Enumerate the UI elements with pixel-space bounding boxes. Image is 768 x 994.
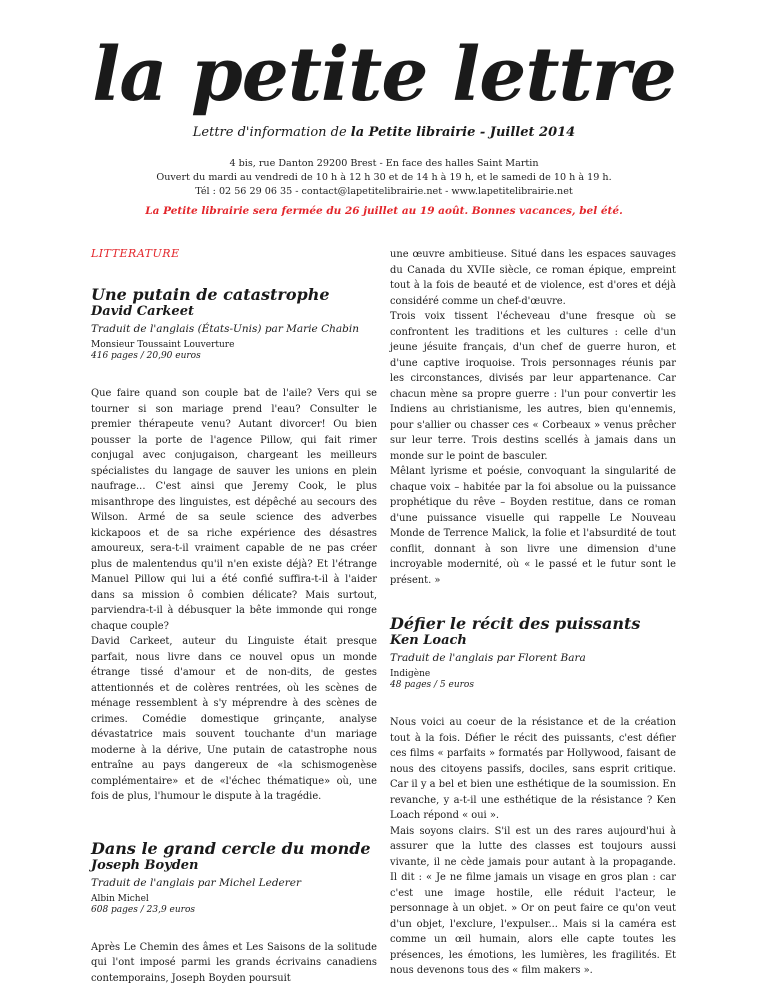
- book-review: [91, 940, 377, 987]
- review-paragraph: David Carkeet, auteur du Linguiste était presque parfait, nous livre dans ce nouvel opus un monde étrange tissé d'amour et de non-dits, de gestes attentionnés et de colères rentrées, où les scènes de ménage ressemblent à s'y méprendre à des scènes de crimes. Comédie domestique grinçante, analyse dévastatrice mais souvent touchante d'un mariage moderne à la dérive, Une putain de catastrophe nous entraîne au pays dangereux de «la schismogenèse complémentaire» et de «l'échec thématique» où, une fois de plus, l'humour le dispute à la tragédie.: [91, 636, 377, 802]
- book-price: 608 pages / 23,9 euros: [91, 904, 195, 915]
- opening-hours: Ouvert du mardi au vendredi de 10 h à 12 h 30 et de 14 h à 19 h, et le samedi de 10 h à 19 h.: [156, 172, 612, 183]
- book-author: Joseph Boyden: [91, 857, 199, 873]
- review-paragraph: Nous voici au coeur de la résistance et de la création tout à la fois. Défier le récit des puissants, c'est défier ces films « parfaits » formatés par Hollywood, faisant de nous des citoyens passifs, dociles, sans esprit critique. Car il y a bel et bien une esthétique de la soumission. En revanche, y a-t-il une esthétique de la résistance ? Ken Loach répond « oui ».: [390, 717, 676, 821]
- book-translation: Traduit de l'anglais par Michel Lederer: [91, 876, 302, 889]
- book-entry: [91, 839, 377, 916]
- book-review: [390, 715, 676, 979]
- book-translation: Traduit de l'anglais par Florent Bara: [390, 652, 586, 664]
- right-column: [390, 247, 676, 979]
- book-author: Ken Loach: [390, 633, 467, 648]
- subtitle-prefix: Lettre d'information de: [192, 125, 351, 140]
- book-title: Défier le récit des puissants: [390, 614, 641, 633]
- newsletter-subtitle: [0, 125, 768, 141]
- book-review: [91, 386, 377, 805]
- review-paragraph: une œuvre ambitieuse. Situé dans les espaces sauvages du Canada du XVIIe siècle, ce roman épique, empreint tout à la fois de beauté et de violence, est d'ores et déjà considéré comme un chef-d'œuvre.: [390, 249, 676, 307]
- book-publisher: Albin Michel: [91, 893, 149, 904]
- book-author: David Carkeet: [91, 304, 194, 319]
- book-price: 416 pages / 20,90 euros: [91, 351, 201, 361]
- contact-line: Tél : 02 56 29 06 35 - contact@lapetitelibrairie.net - www.lapetitelibrairie.net: [195, 186, 573, 197]
- masthead-logo: la petite lettre: [92, 32, 676, 118]
- review-paragraph: Mêlant lyrisme et poésie, convoquant la singularité de chaque voix – habitée par la foi absolue ou la puissance prophétique du rêve – Boyden restitue, dans ce roman d'une puissance visuelle qui rappelle Le Nouveau Monde de Terrence Malick, la folie et l'absurdité de tout conflit, donnant à son livre une dimension d'une incroyable modernité, où « le passé et le futur sont le présent. »: [390, 466, 676, 586]
- subtitle-bookshop: la Petite librairie - Juillet 2014: [350, 125, 576, 140]
- book-entry: [91, 285, 377, 362]
- book-review-continuation: [390, 247, 676, 588]
- book-title: Une putain de catastrophe: [91, 285, 330, 304]
- review-paragraph: Après Le Chemin des âmes et Les Saisons de la solitude qui l'ont imposé parmi les grands écrivains canadiens contemporains, Joseph Boyden poursuit: [91, 941, 377, 984]
- book-publisher: Monsieur Toussaint Louverture: [91, 340, 235, 350]
- review-paragraph: Trois voix tissent l'écheveau d'une fresque où se confrontent les traditions et les cultures : celle d'un jeune jésuite français, d'un chef de guerre huron, et d'une captive iroquoise. Trois personnages réunis par les circonstances, divisés par leur appartenance. Car chacun mène sa propre guerre : l'un pour convertir les Indiens au christianisme, les autres, bien qu'ennemis, pour s'allier ou chasser ces « Corbeaux » venus prêcher sur leur terre. Trois destins scellés à jamais dans un monde sur le point de basculer.: [390, 311, 676, 462]
- section-label: LITTERATURE: [91, 247, 180, 260]
- book-translation: Traduit de l'anglais (États-Unis) par Marie Chabin: [91, 323, 360, 335]
- closure-notice: La Petite librairie sera fermée du 26 juillet au 19 août. Bonnes vacances, bel été.: [145, 205, 623, 217]
- book-title: Dans le grand cercle du monde: [91, 838, 371, 858]
- left-column: [91, 247, 377, 986]
- book-price: 48 pages / 5 euros: [390, 680, 474, 690]
- book-publisher: Indigène: [390, 669, 431, 679]
- contact-block: [0, 157, 768, 199]
- address-line: 4 bis, rue Danton 29200 Brest - En face des halles Saint Martin: [229, 158, 539, 169]
- review-paragraph: Mais soyons clairs. S'il est un des rares aujourd'hui à assurer que la lutte des classes est toujours aussi vivante, il ne cède jamais pour autant à la propagande. Il dit : « Je ne filme jamais un visage en gros plan : car c'est une image hostile, elle réduit l'acteur, le personnage à un objet. » Or on peut faire ce qu'on veut d'un objet, l'exclure, l'expulser... Mais si la caméra est comme un œil humain, alors elle capte toutes les présences, les émotions, les lumières, les fragilités. Et nous devenons tous des « film makers ».: [390, 825, 676, 976]
- review-paragraph: Que faire quand son couple bat de l'aile? Vers qui se tourner si son mariage prend l'eau? Consulter le premier thérapeute venu? Autant divorcer! Ou bien pousser la porte de l'agence Pillow, qui fait rimer conjugal avec conjugaison, chargeant les meilleurs spécialistes du langage de sauver les unions en plein naufrage... C'est ainsi que Jeremy Cook, le plus misanthrope des linguistes, est dépêché au secours des Wilson. Armé de sa seule science des adverbes kickapoos et de sa riche expérience des désastres amoureux, sera-t-il vraiment capable de ne pas créer plus de malentendus qu'il n'en existe déjà? Et l'étrange Manuel Pillow qui lui a été confié suffira-t-il à l'aider dans sa mission ô combien délicate? Mais surtout, parviendra-t-il à débusquer la bête immonde qui ronge chaque couple?: [91, 388, 377, 632]
- book-entry: [390, 614, 676, 691]
